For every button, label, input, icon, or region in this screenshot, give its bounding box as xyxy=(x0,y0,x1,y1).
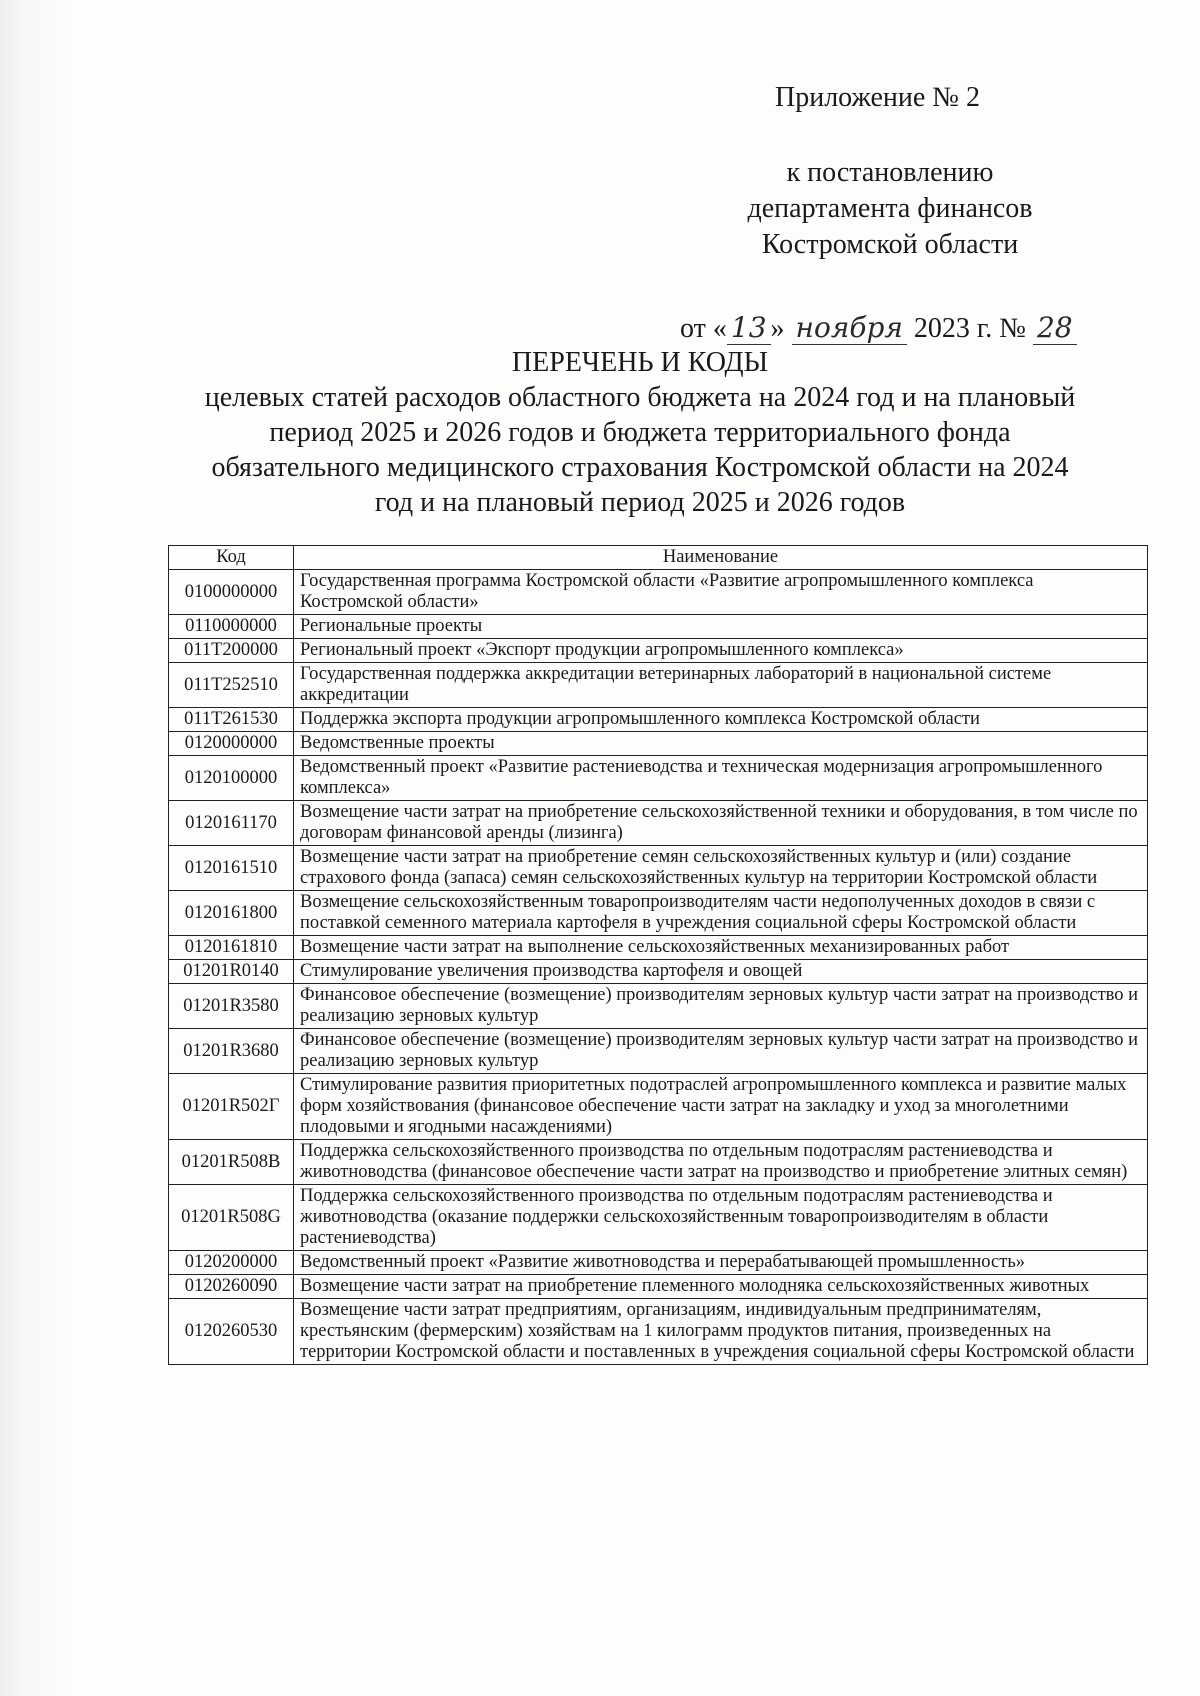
row-code: 0120161510 xyxy=(169,846,294,891)
row-name: Возмещение части затрат на приобретение племенного молодняка сельскохозяйственных животных xyxy=(294,1275,1148,1299)
table-row xyxy=(169,1140,1148,1185)
column-header-code: Код xyxy=(169,546,294,570)
row-name: Поддержка сельскохозяйственного производства по отдельным подотраслям растениеводства и животноводства (оказание поддержки сельскохозяйственным товаропроизводителям в области растениеводства) xyxy=(294,1185,1148,1251)
row-code: 01201R508G xyxy=(169,1185,294,1251)
row-code: 01201R508В xyxy=(169,1140,294,1185)
row-code: 01201R502Г xyxy=(169,1074,294,1140)
table-row xyxy=(169,1185,1148,1251)
row-name: Государственная поддержка аккредитации ветеринарных лабораторий в национальной системе аккредитации xyxy=(294,663,1148,708)
appendix-title: Приложение № 2 xyxy=(775,82,980,113)
row-name: Региональный проект «Экспорт продукции агропромышленного комплекса» xyxy=(294,639,1148,663)
row-code: 0120161810 xyxy=(169,936,294,960)
table-row xyxy=(169,732,1148,756)
title-line-2: целевых статей расходов областного бюджета на 2024 год и на плановый xyxy=(204,382,1076,413)
table-row xyxy=(169,846,1148,891)
row-name: Поддержка экспорта продукции агропромышленного комплекса Костромской области xyxy=(294,708,1148,732)
date-year: 2023 г. № xyxy=(913,313,1026,344)
row-code: 0120161170 xyxy=(169,801,294,846)
row-code: 0120260530 xyxy=(169,1299,294,1365)
row-code: 01201R0140 xyxy=(169,960,294,984)
row-name: Поддержка сельскохозяйственного производства по отдельным подотраслям растениеводства и животноводства (финансовое обеспечение части затрат на производство и приобретение элитных семян) xyxy=(294,1140,1148,1185)
row-code: 0120000000 xyxy=(169,732,294,756)
row-name: Региональные проекты xyxy=(294,615,1148,639)
decree-line-1: к постановлению xyxy=(786,157,994,188)
table-row xyxy=(169,1074,1148,1140)
handwritten-number: 28 xyxy=(1033,311,1077,345)
row-code: 01201R3680 xyxy=(169,1029,294,1074)
table-row xyxy=(169,891,1148,936)
row-code: 0120100000 xyxy=(169,756,294,801)
table-row xyxy=(169,801,1148,846)
table-body xyxy=(169,570,1148,1365)
row-name: Ведомственный проект «Развитие животноводства и перерабатывающей промышленность» xyxy=(294,1251,1148,1275)
table-row xyxy=(169,570,1148,615)
row-name: Ведомственные проекты xyxy=(294,732,1148,756)
decree-reference xyxy=(680,155,1100,263)
title-line-3: период 2025 и 2026 годов и бюджета территориального фонда xyxy=(269,417,1011,448)
row-code: 011T200000 xyxy=(169,639,294,663)
row-code: 0110000000 xyxy=(169,615,294,639)
table-row xyxy=(169,615,1148,639)
handwritten-day: 13 xyxy=(727,311,771,345)
row-name: Возмещение части затрат на приобретение семян сельскохозяйственных культур и (или) создание страхового фонда (запаса) семян сельскохозяйственных культур на территории Костромской области xyxy=(294,846,1148,891)
row-code: 0120260090 xyxy=(169,1275,294,1299)
table-row xyxy=(169,708,1148,732)
row-name: Возмещение части затрат на приобретение сельскохозяйственной техники и оборудования, в том числе по договорам финансовой аренды (лизинга) xyxy=(294,801,1148,846)
table-row xyxy=(169,984,1148,1029)
table-row xyxy=(169,756,1148,801)
row-name: Ведомственный проект «Развитие растениеводства и техническая модернизация агропромышленного комплекса» xyxy=(294,756,1148,801)
date-mid: » xyxy=(770,313,785,344)
title-line-5: год и на плановый период 2025 и 2026 годов xyxy=(374,487,906,518)
handwritten-month: ноября xyxy=(792,311,907,345)
decree-line-2: департамента финансов xyxy=(747,193,1033,224)
table-row xyxy=(169,639,1148,663)
date-prefix: от « xyxy=(680,313,727,344)
document-title xyxy=(170,345,1110,520)
table-row xyxy=(169,960,1148,984)
title-line-4: обязательного медицинского страхования Костромской области на 2024 xyxy=(211,452,1069,483)
title-line-1: ПЕРЕЧЕНЬ И КОДЫ xyxy=(511,347,769,378)
table-row xyxy=(169,1299,1148,1365)
codes-table xyxy=(168,545,1148,1365)
row-code: 0120161800 xyxy=(169,891,294,936)
scan-edge-shadow xyxy=(0,0,70,1696)
column-header-name: Наименование xyxy=(294,546,1148,570)
row-name: Государственная программа Костромской области «Развитие агропромышленного комплекса Костромской области» xyxy=(294,570,1148,615)
row-name: Стимулирование увеличения производства картофеля и овощей xyxy=(294,960,1148,984)
row-code: 011T261530 xyxy=(169,708,294,732)
table-header-row xyxy=(169,546,1148,570)
row-name: Возмещение сельскохозяйственным товаропроизводителям части недополученных доходов в связи с поставкой семенного материала картофеля в учреждения социальной сферы Костромской области xyxy=(294,891,1148,936)
table-row xyxy=(169,936,1148,960)
table-row xyxy=(169,663,1148,708)
row-code: 01201R3580 xyxy=(169,984,294,1029)
table-row xyxy=(169,1251,1148,1275)
row-code: 0100000000 xyxy=(169,570,294,615)
row-name: Возмещение части затрат предприятиям, организациям, индивидуальным предпринимателям, крестьянским (фермерским) хозяйствам на 1 килограмм продуктов питания, произведенных на территории Костромской области и поставленных в учреждения социальной сферы Костромской области xyxy=(294,1299,1148,1365)
row-code: 0120200000 xyxy=(169,1251,294,1275)
table-row xyxy=(169,1029,1148,1074)
decree-line-3: Костромской области xyxy=(761,229,1019,260)
row-code: 011T252510 xyxy=(169,663,294,708)
row-name: Финансовое обеспечение (возмещение) производителям зерновых культур части затрат на производство и реализацию зерновых культур xyxy=(294,984,1148,1029)
decree-date-line xyxy=(680,310,1100,346)
row-name: Возмещение части затрат на выполнение сельскохозяйственных механизированных работ xyxy=(294,936,1148,960)
row-name: Стимулирование развития приоритетных подотраслей агропромышленного комплекса и развитие малых форм хозяйствования (финансовое обеспечение части затрат на закладку и уход за многолетними плодовыми и ягодными насаждениями) xyxy=(294,1074,1148,1140)
row-name: Финансовое обеспечение (возмещение) производителям зерновых культур части затрат на производство и реализацию зерновых культур xyxy=(294,1029,1148,1074)
table-row xyxy=(169,1275,1148,1299)
